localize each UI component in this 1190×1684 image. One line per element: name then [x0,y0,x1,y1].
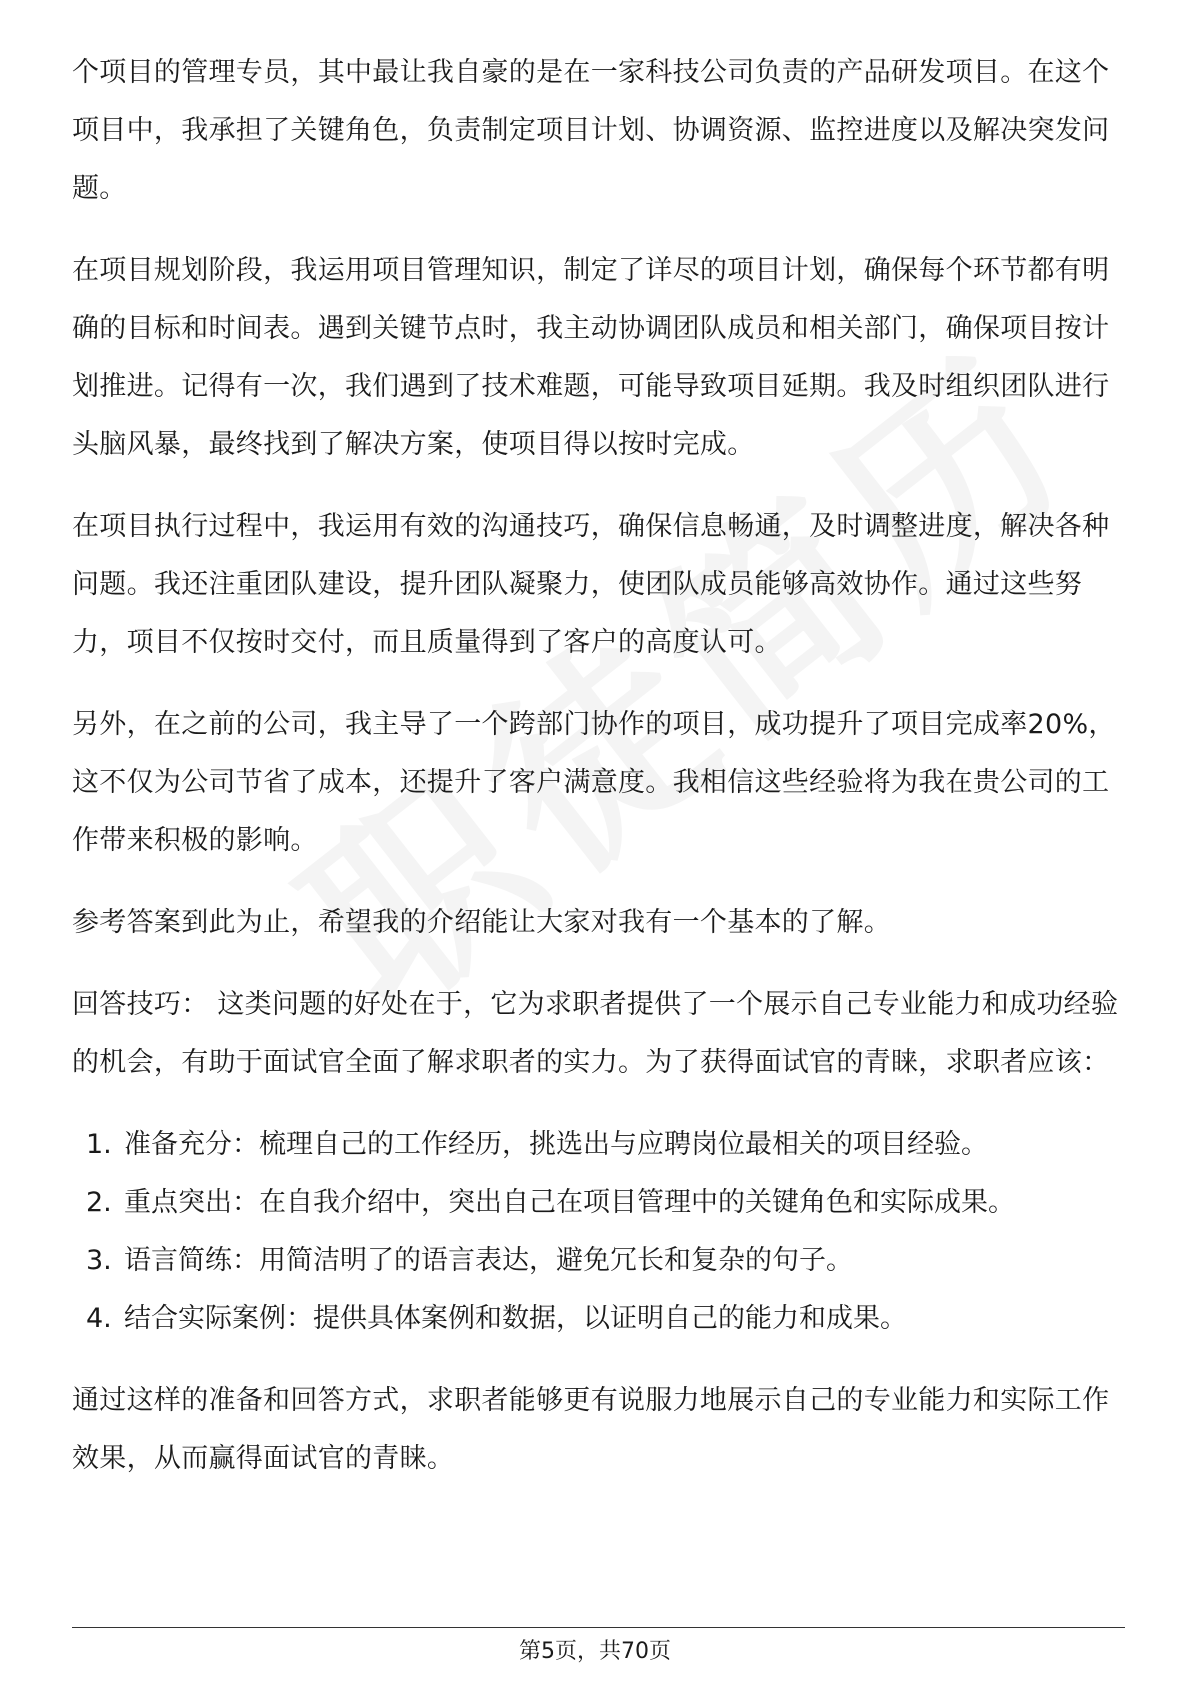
list-item-number: 3. [86,1245,112,1276]
footer-divider [72,1627,1125,1628]
list-item-text: 重点突出：在自我介绍中，突出自己在项目管理中的关键角色和实际成果。 [124,1187,1015,1218]
page-number: 第5页，共70页 [519,1639,671,1664]
paragraph-answer-tips: 回答技巧： 这类问题的好处在于，它为求职者提供了一个展示自己专业能力和成功经验的机会，有助于面试官全面了解求职者的实力。为了获得面试官的青睐，求职者应该： [72,989,1119,1078]
list-item [72,1290,1122,1348]
list-item-text: 准备充分：梳理自己的工作经历，挑选出与应聘岗位最相关的项目经验。 [124,1129,988,1160]
list-item-number: 4. [86,1303,112,1334]
list-item-text: 结合实际案例：提供具体案例和数据，以证明自己的能力和成果。 [124,1303,907,1334]
list-item-number: 1. [86,1129,112,1160]
paragraph-closing: 通过这样的准备和回答方式，求职者能够更有说服力地展示自己的专业能力和实际工作效果，从而赢得面试官的青睐。 [72,1385,1110,1474]
paragraph-project-intro: 个项目的管理专员，其中最让我自豪的是在一家科技公司负责的产品研发项目。在这个项目中，我承担了关键角色，负责制定项目计划、协调资源、监控进度以及解决突发问题。 [72,57,1110,204]
paragraph-planning-phase: 在项目规划阶段，我运用项目管理知识，制定了详尽的项目计划，确保每个环节都有明确的目标和时间表。遇到关键节点时，我主动协调团队成员和相关部门，确保项目按计划推进。记得有一次，我们遇到了技术难题，可能导致项目延期。我及时组织团队进行头脑风暴，最终找到了解决方案，使项目得以按时完成。 [72,255,1110,460]
list-item [72,1116,1122,1174]
list-item [72,1174,1122,1232]
paragraph-execution-phase: 在项目执行过程中，我运用有效的沟通技巧，确保信息畅通，及时调整进度，解决各种问题。我还注重团队建设，提升团队凝聚力，使团队成员能够高效协作。通过这些努力，项目不仅按时交付，而且质量得到了客户的高度认可。 [72,511,1110,658]
paragraph-cross-department: 另外，在之前的公司，我主导了一个跨部门协作的项目，成功提升了项目完成率20%，这不仅为公司节省了成本，还提升了客户满意度。我相信这些经验将为我在贵公司的工作带来积极的影响。 [72,709,1116,856]
list-item-number: 2. [86,1187,112,1218]
list-item-text: 语言简练：用简洁明了的语言表达，避免冗长和复杂的句子。 [124,1245,853,1276]
document-body [72,44,1122,1512]
paragraph-answer-end: 参考答案到此为止，希望我的介绍能让大家对我有一个基本的了解。 [72,907,891,938]
tips-list [72,1116,1122,1348]
list-item [72,1232,1122,1290]
